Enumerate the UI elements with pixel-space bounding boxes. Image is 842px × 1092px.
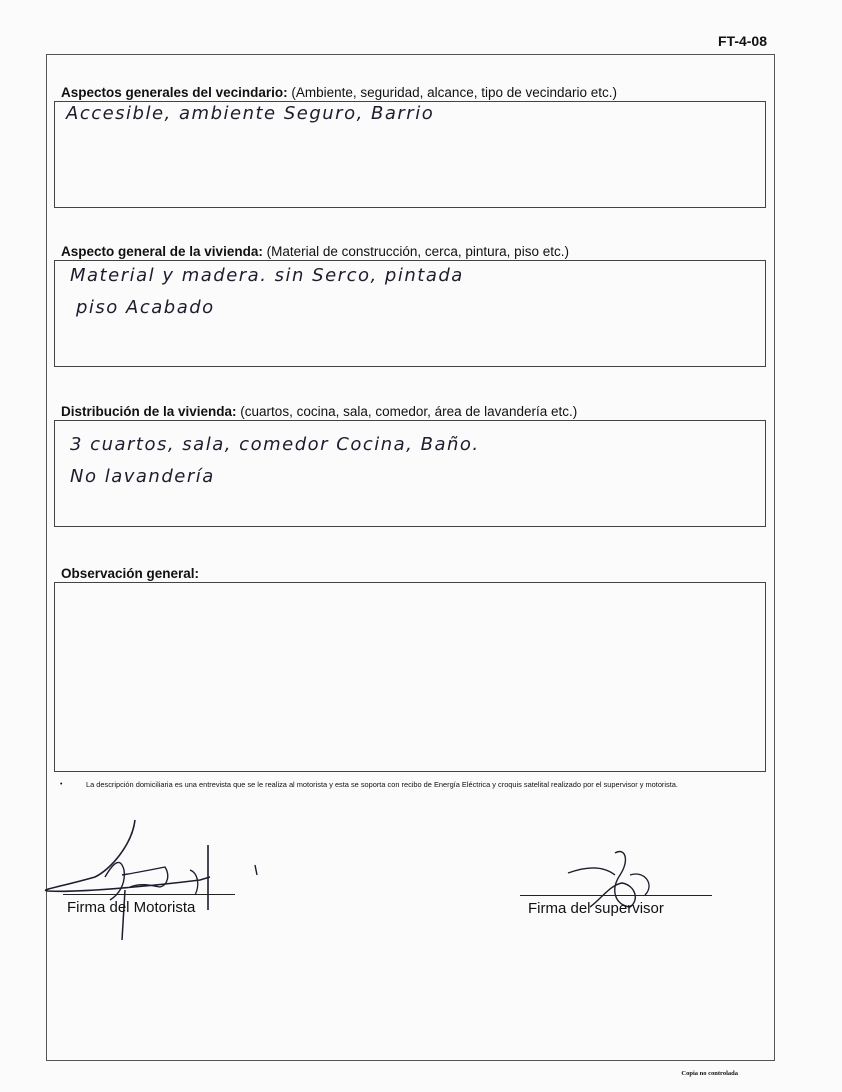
motorista-signature-line: [63, 894, 235, 895]
handwritten-line: Material y madera. sin Serco, pintada: [70, 265, 464, 286]
section-label-hint: (Ambiente, seguridad, alcance, tipo de vecindario etc.): [287, 85, 618, 100]
motorista-signature-scribble: [40, 815, 240, 945]
supervisor-signature-line: [520, 895, 712, 896]
note-text: La descripción domiciliaria es una entrevista que se le realiza al motorista y esta se soporta con recibo de Energía Eléctrica y croquis satelital realizado por el supervisor y motorista.: [86, 780, 678, 789]
supervisor-signature-label: Firma del supervisor: [528, 900, 664, 917]
section-label-distribucion: [61, 404, 577, 419]
section-label-bold: Aspectos generales del vecindario:: [61, 85, 288, 100]
section-label-vivienda: [61, 244, 569, 259]
handwritten-line: Accesible, ambiente Seguro, Barrio: [66, 103, 435, 124]
footer-copy-note: Copia no controlada: [681, 1070, 738, 1077]
note-bullet: •: [60, 781, 63, 788]
section-label-vecindario: [61, 85, 617, 100]
motorista-signature-label: Firma del Motorista: [67, 899, 196, 916]
handwritten-line: No lavandería: [70, 466, 215, 487]
handwritten-line: 3 cuartos, sala, comedor Cocina, Baño.: [70, 434, 480, 455]
section-label-observacion: [61, 566, 199, 581]
section-label-bold: Aspecto general de la vivienda:: [61, 244, 263, 259]
section-label-hint: (Material de construcción, cerca, pintura, piso etc.): [262, 244, 569, 259]
handwritten-line: piso Acabado: [76, 297, 215, 318]
answer-box-observacion: [54, 582, 766, 772]
section-label-bold: Distribución de la vivienda:: [61, 404, 237, 419]
form-code: FT-4-08: [717, 33, 767, 49]
section-label-bold: Observación general:: [61, 566, 200, 581]
section-label-hint: (cuartos, cocina, sala, comedor, área de lavandería etc.): [236, 404, 578, 419]
